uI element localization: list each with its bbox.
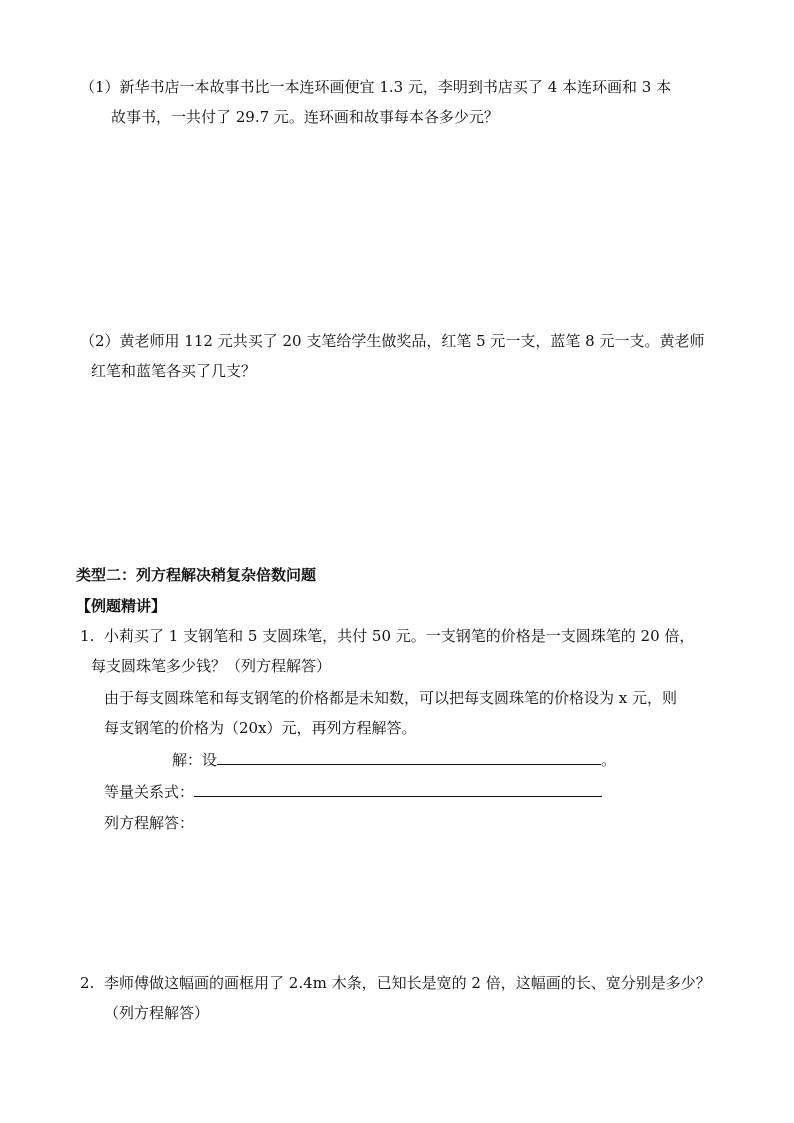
q1-line2: 故事书，一共付了 29.7 元。连环画和故事每本各多少元？ [111,108,499,126]
example-subheading: 【例题精讲】 [76,597,167,615]
solve-row [172,749,616,771]
ex1-hint1: 由于每支圆珠笔和每支钢笔的价格都是未知数，可以把每支圆珠笔的价格设为 x 元，则 [104,689,677,707]
solve-end: 。 [601,751,617,769]
equation-label: 列方程解答： [104,814,195,832]
ex1-line1: 小莉买了 1 支钢笔和 5 支圆珠笔，共付 50 元。一支钢笔的价格是一支圆珠笔的 20 倍， [104,627,695,645]
q2-line1: （2）黄老师用 112 元共买了 20 支笔给学生做奖品，红笔 5 元一支，蓝笔 8 元一支。黄老师 [80,332,705,350]
relation-label: 等量关系式： [104,783,195,801]
ex1-number: 1. [80,627,95,645]
q2-line2: 红笔和蓝笔各买了几支？ [91,362,257,380]
ex1-hint2: 每支钢笔的价格为（20x）元，再列方程解答。 [104,719,417,737]
ex2-number: 2. [80,974,95,992]
ex1-line2: 每支圆珠笔多少钱？（列方程解答） [91,657,332,675]
relation-blank[interactable] [194,782,602,797]
solve-label: 解：设 [172,751,218,769]
ex2-line1: 李师傅做这幅画的画框用了 2.4m 木条，已知长是宽的 2 倍，这幅画的长、宽分别是多少？ [104,974,711,992]
q1-line1: （1）新华书店一本故事书比一本连环画便宜 1.3 元，李明到书店买了 4 本连环画和 3 本 [80,78,672,96]
ex2-line2: （列方程解答） [104,1004,210,1022]
section-heading: 类型二：列方程解决稍复杂倍数问题 [76,566,317,584]
relation-row [104,781,602,803]
solve-blank[interactable] [217,750,601,765]
